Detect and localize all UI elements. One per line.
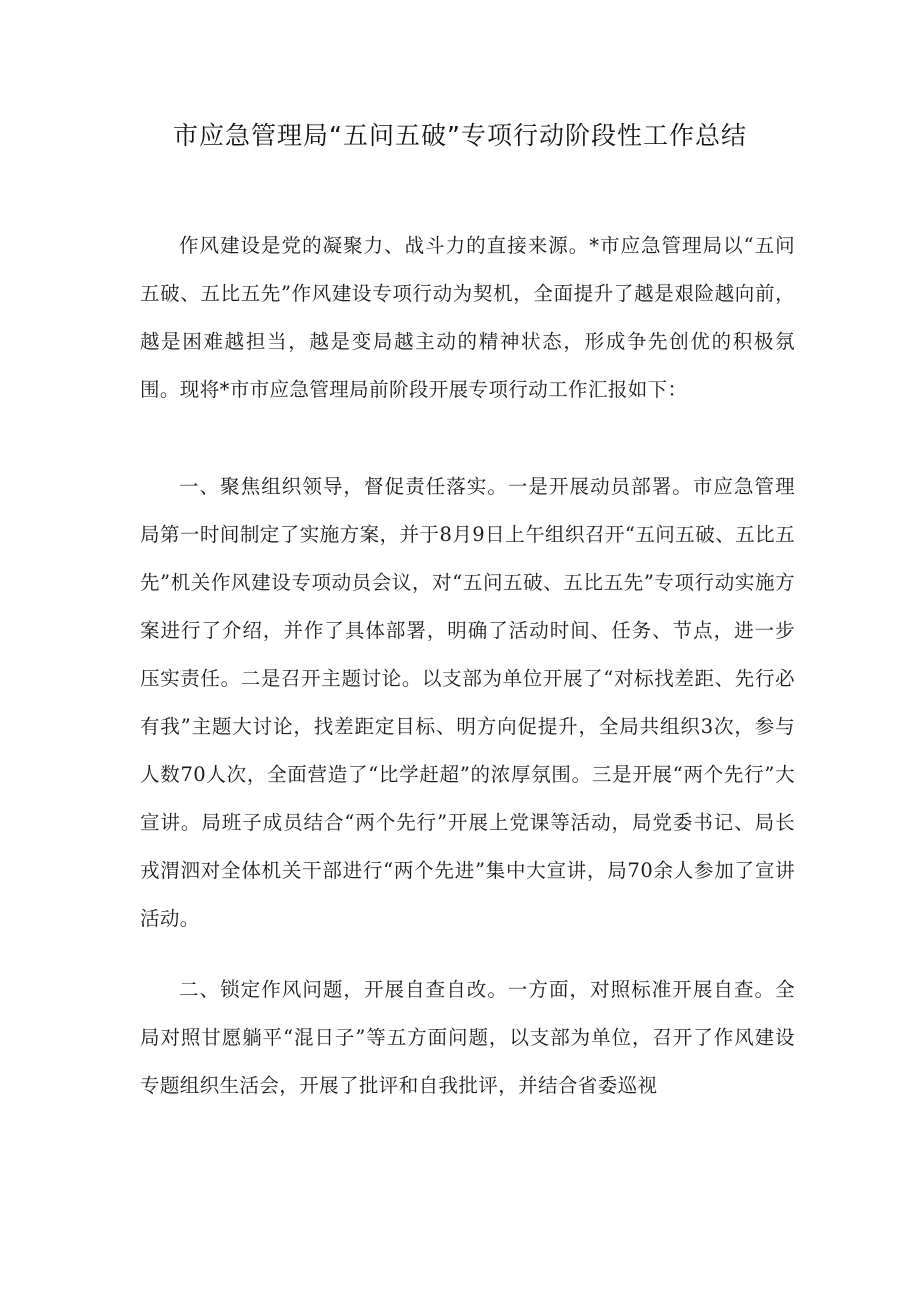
paragraph-intro: 作风建设是党的凝聚力、战斗力的直接来源。*市应急管理局以“五问五破、五比五先”作风建设专项行动为契机，全面提升了越是艰险越向前，越是困难越担当，越是变局越主动的精神状态，形成争先创优的积极氛围。现将*市市应急管理局前阶段开展专项行动工作汇报如下： xyxy=(140,234,795,401)
document-title: 市应急管理局“五问五破”专项行动阶段性工作总结 xyxy=(173,121,747,150)
paragraph-section-two: 二、锁定作风问题，开展自查自改。一方面，对照标准开展自查。全局对照甘愿躺平“混日子”等五方面问题，以支部为单位，召开了作风建设专题组织生活会，开展了批评和自我批评，并结合省委巡视 xyxy=(140,978,795,1097)
paragraph-section-one: 一、聚焦组织领导，督促责任落实。一是开展动员部署。市应急管理局第一时间制定了实施方案，并于8月9日上午组织召开“五问五破、五比五先”机关作风建设专项动员会议，对“五问五破、五比五先”专项行动实施方案进行了介绍，并作了具体部署，明确了活动时间、任务、节点，进一步压实责任。二是召开主题讨论。以支部为单位开展了“对标找差距、先行必有我”主题大讨论，找差距定目标、明方向促提升，全局共组织3次，参与人数70人次，全面营造了“比学赶超”的浓厚氛围。三是开展“两个先行”大宣讲。局班子成员结合“两个先行”开展上党课等活动，局党委书记、局长戎渭泗对全体机关干部进行“两个先进”集中大宣讲，局70余人参加了宣讲活动。 xyxy=(140,475,795,930)
